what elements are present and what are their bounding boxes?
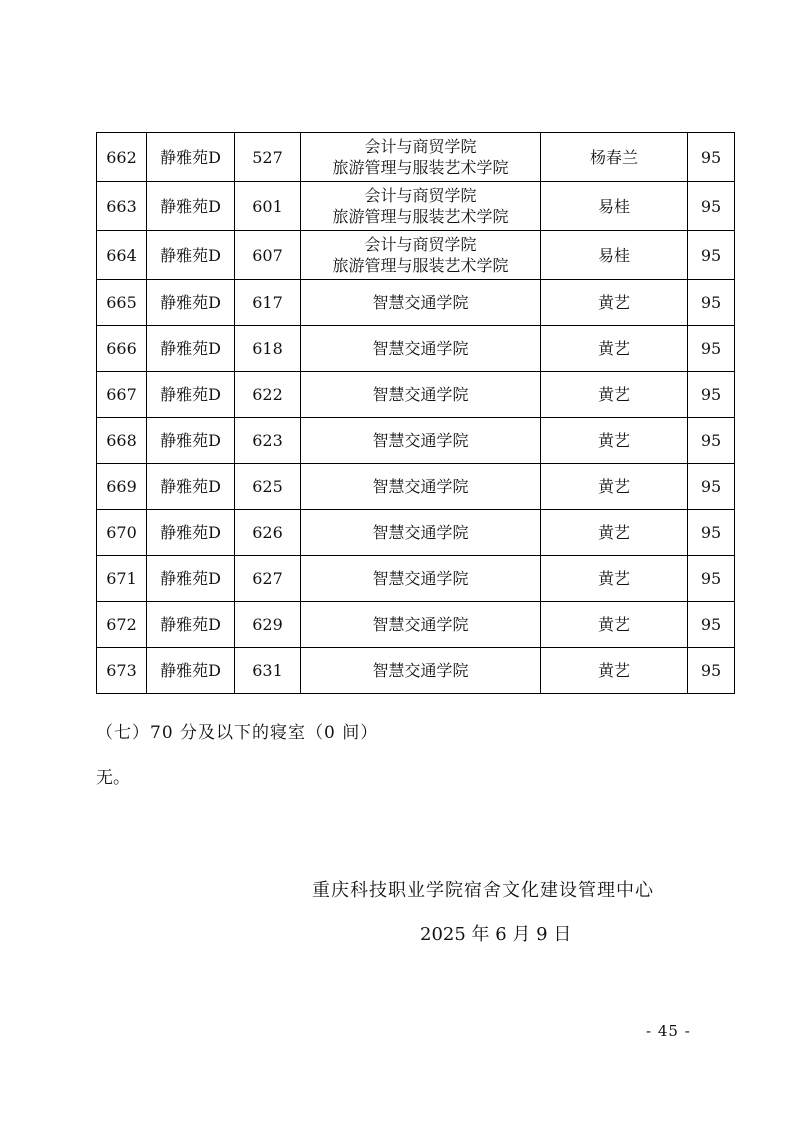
table-row <box>97 510 735 556</box>
cell-college <box>301 231 541 280</box>
table-row <box>97 464 735 510</box>
table-row <box>97 280 735 326</box>
cell-counselor: 黄艺 <box>541 510 688 556</box>
cell-serial-number: 666 <box>97 326 147 372</box>
cell-building: 静雅苑D <box>147 556 235 602</box>
cell-serial-number: 673 <box>97 648 147 694</box>
table-row <box>97 418 735 464</box>
college-name-line: 会计与商贸学院 <box>364 235 477 254</box>
cell-college <box>301 556 541 602</box>
cell-room-number: 623 <box>235 418 301 464</box>
cell-score: 95 <box>688 182 735 231</box>
table-row <box>97 648 735 694</box>
cell-counselor: 易桂 <box>541 231 688 280</box>
college-name-line: 智慧交通学院 <box>372 431 469 450</box>
cell-building: 静雅苑D <box>147 464 235 510</box>
cell-building: 静雅苑D <box>147 231 235 280</box>
cell-building: 静雅苑D <box>147 326 235 372</box>
table-row <box>97 556 735 602</box>
cell-counselor: 易桂 <box>541 182 688 231</box>
section-body-text: 无。 <box>96 768 130 788</box>
cell-building: 静雅苑D <box>147 280 235 326</box>
cell-score: 95 <box>688 648 735 694</box>
college-name-line: 旅游管理与服装艺术学院 <box>332 158 509 177</box>
college-name-line: 智慧交通学院 <box>372 293 469 312</box>
cell-room-number: 631 <box>235 648 301 694</box>
college-name-line: 智慧交通学院 <box>372 523 469 542</box>
cell-building: 静雅苑D <box>147 418 235 464</box>
table-row <box>97 602 735 648</box>
cell-counselor: 黄艺 <box>541 418 688 464</box>
cell-college <box>301 648 541 694</box>
cell-college <box>301 182 541 231</box>
table-row <box>97 231 735 280</box>
cell-counselor: 黄艺 <box>541 602 688 648</box>
cell-score: 95 <box>688 231 735 280</box>
cell-counselor: 杨春兰 <box>541 133 688 182</box>
cell-serial-number: 671 <box>97 556 147 602</box>
table-row <box>97 326 735 372</box>
college-name-line: 智慧交通学院 <box>372 569 469 588</box>
table-row <box>97 133 735 182</box>
cell-college <box>301 133 541 182</box>
cell-score: 95 <box>688 418 735 464</box>
college-name-line: 旅游管理与服装艺术学院 <box>332 207 509 226</box>
cell-counselor: 黄艺 <box>541 326 688 372</box>
cell-counselor: 黄艺 <box>541 556 688 602</box>
cell-building: 静雅苑D <box>147 648 235 694</box>
cell-college <box>301 280 541 326</box>
cell-score: 95 <box>688 133 735 182</box>
cell-serial-number: 667 <box>97 372 147 418</box>
cell-room-number: 627 <box>235 556 301 602</box>
cell-room-number: 618 <box>235 326 301 372</box>
cell-building: 静雅苑D <box>147 133 235 182</box>
cell-serial-number: 663 <box>97 182 147 231</box>
college-name-line: 智慧交通学院 <box>372 615 469 634</box>
college-name-line: 智慧交通学院 <box>372 477 469 496</box>
cell-score: 95 <box>688 464 735 510</box>
cell-serial-number: 662 <box>97 133 147 182</box>
cell-score: 95 <box>688 510 735 556</box>
table-row <box>97 372 735 418</box>
cell-college <box>301 418 541 464</box>
college-name-line: 旅游管理与服装艺术学院 <box>332 256 509 275</box>
cell-serial-number: 672 <box>97 602 147 648</box>
cell-room-number: 617 <box>235 280 301 326</box>
cell-score: 95 <box>688 280 735 326</box>
dormitory-score-table <box>96 132 735 694</box>
cell-college <box>301 602 541 648</box>
college-name-line: 智慧交通学院 <box>372 385 469 404</box>
cell-score: 95 <box>688 556 735 602</box>
cell-room-number: 601 <box>235 182 301 231</box>
cell-serial-number: 665 <box>97 280 147 326</box>
cell-counselor: 黄艺 <box>541 464 688 510</box>
cell-college <box>301 464 541 510</box>
cell-room-number: 527 <box>235 133 301 182</box>
cell-building: 静雅苑D <box>147 372 235 418</box>
cell-counselor: 黄艺 <box>541 372 688 418</box>
cell-college <box>301 372 541 418</box>
cell-building: 静雅苑D <box>147 510 235 556</box>
cell-room-number: 625 <box>235 464 301 510</box>
college-name-line: 会计与商贸学院 <box>364 186 477 205</box>
college-name-line: 会计与商贸学院 <box>364 137 477 156</box>
signature-organization: 重庆科技职业学院宿舍文化建设管理中心 <box>312 880 654 901</box>
college-name-line: 智慧交通学院 <box>372 339 469 358</box>
cell-score: 95 <box>688 602 735 648</box>
section-heading: （七）70 分及以下的寝室（0 间） <box>96 723 379 743</box>
cell-serial-number: 668 <box>97 418 147 464</box>
cell-room-number: 629 <box>235 602 301 648</box>
page-number: - 45 - <box>646 1022 691 1040</box>
table-row <box>97 182 735 231</box>
cell-room-number: 607 <box>235 231 301 280</box>
cell-building: 静雅苑D <box>147 182 235 231</box>
cell-counselor: 黄艺 <box>541 648 688 694</box>
dormitory-score-table-wrapper <box>96 132 734 694</box>
cell-room-number: 626 <box>235 510 301 556</box>
cell-serial-number: 669 <box>97 464 147 510</box>
cell-counselor: 黄艺 <box>541 280 688 326</box>
cell-college <box>301 326 541 372</box>
cell-college <box>301 510 541 556</box>
cell-serial-number: 664 <box>97 231 147 280</box>
college-name-line: 智慧交通学院 <box>372 661 469 680</box>
cell-room-number: 622 <box>235 372 301 418</box>
cell-serial-number: 670 <box>97 510 147 556</box>
table-body <box>97 133 735 694</box>
cell-building: 静雅苑D <box>147 602 235 648</box>
signature-date: 2025 年 6 月 9 日 <box>420 924 572 945</box>
cell-score: 95 <box>688 326 735 372</box>
cell-score: 95 <box>688 372 735 418</box>
